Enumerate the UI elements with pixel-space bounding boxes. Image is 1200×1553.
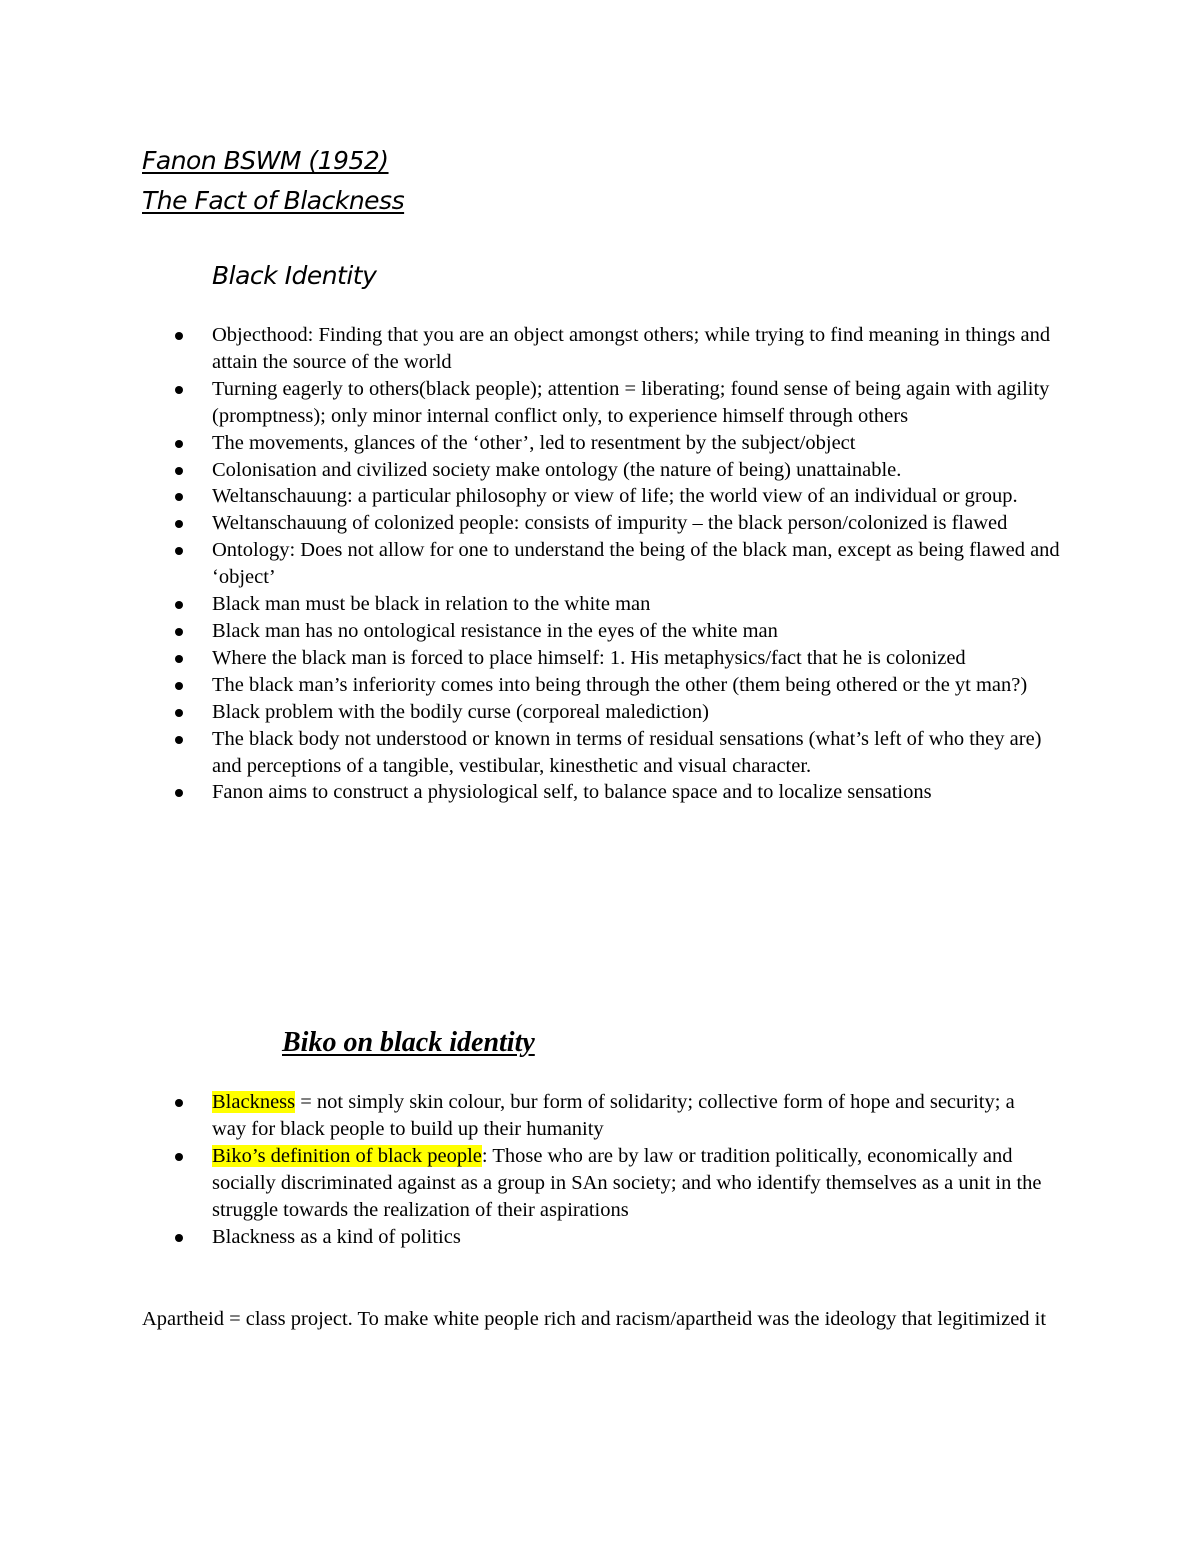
- bullet-icon: [175, 1153, 183, 1161]
- bullet-icon: [175, 467, 183, 475]
- list-item-text: [212, 1089, 1045, 1143]
- list-item: [0, 537, 1075, 591]
- list-item: [0, 457, 1075, 484]
- closing-paragraph: Apartheid = class project. To make white people rich and racism/apartheid was the ideology that legitimized it: [142, 1308, 1047, 1330]
- section-heading-biko: Biko on black identity: [282, 1027, 535, 1058]
- list-item-rest: Blackness as a kind of politics: [212, 1225, 461, 1248]
- bullet-icon: [175, 493, 183, 501]
- list-item: [0, 376, 1075, 430]
- section-heading-black-identity: Black Identity: [212, 261, 377, 290]
- list-item-text: Black man must be black in relation to the white man: [212, 593, 651, 616]
- bullet-icon: [175, 682, 183, 690]
- bullet-icon: [175, 601, 183, 609]
- bullet-icon: [175, 440, 183, 448]
- list-item-text: Fanon aims to construct a physiological self, to balance space and to localize sensations: [212, 781, 932, 804]
- highlighted-term: Blackness: [212, 1091, 296, 1113]
- list-item-text: Weltanschauung: a particular philosophy or view of life; the world view of an individual or group.: [212, 485, 1018, 508]
- list-item: [0, 510, 1075, 537]
- bullet-icon: [175, 547, 183, 555]
- list-item-text: Ontology: Does not allow for one to understand the being of the black man, except as being flawed and ‘object’: [212, 539, 1060, 589]
- list-item-text: Black man has no ontological resistance in the eyes of the white man: [212, 619, 778, 642]
- list-item-rest: : Those who are by law or tradition politically, economically and socially discriminated against as a group in SAn society; and who identify themselves as a unit in the struggle towards the realization of their aspirations: [212, 1144, 1042, 1221]
- list-item: [0, 672, 1075, 699]
- document-subtitle: The Fact of Blackness: [142, 186, 405, 215]
- list-item-text: Weltanschauung of colonized people: consists of impurity – the black person/colonized is flawed: [212, 512, 1008, 535]
- list-item: [0, 483, 1075, 510]
- list-item: [0, 430, 1075, 457]
- list-item-text: Black problem with the bodily curse (corporeal malediction): [212, 700, 709, 723]
- bullet-icon: [175, 386, 183, 394]
- list-item-text: Turning eagerly to others(black people); attention = liberating; found sense of being again with agility (promptness); only minor internal conflict only, to experience himself through others: [212, 377, 1050, 427]
- list-item: [0, 726, 1075, 780]
- list-item: [0, 1089, 1045, 1143]
- list-item-text: Where the black man is forced to place himself: 1. His metaphysics/fact that he is colonized: [212, 646, 966, 669]
- bullet-icon: [175, 1099, 183, 1107]
- list-item-text: [212, 1224, 1045, 1251]
- list-item-text: The black body not understood or known in terms of residual sensations (what’s left of who they are) and perceptions of a tangible, vestibular, kinesthetic and visual character.: [212, 727, 1042, 777]
- list-item: [0, 645, 1075, 672]
- list-item: [0, 322, 1075, 376]
- black-identity-list: [0, 322, 1075, 806]
- bullet-icon: [175, 789, 183, 797]
- biko-list: [0, 1089, 1045, 1250]
- bullet-icon: [175, 1234, 183, 1242]
- bullet-icon: [175, 655, 183, 663]
- document-title: Fanon BSWM (1952): [142, 146, 389, 175]
- list-item: [0, 1224, 1045, 1251]
- bullet-icon: [175, 628, 183, 636]
- bullet-icon: [175, 520, 183, 528]
- list-item: [0, 1143, 1045, 1224]
- list-item-rest: = not simply skin colour, bur form of solidarity; collective form of hope and security; a way for black people to build up their humanity: [212, 1091, 1015, 1140]
- bullet-icon: [175, 332, 183, 340]
- list-item: [0, 618, 1075, 645]
- list-item-text: The movements, glances of the ‘other’, led to resentment by the subject/object: [212, 431, 856, 454]
- bullet-icon: [175, 736, 183, 744]
- list-item: [0, 699, 1075, 726]
- list-item-text: Objecthood: Finding that you are an object amongst others; while trying to find meaning in things and attain the source of the world: [212, 324, 1051, 373]
- highlighted-term: Biko’s definition of black people: [212, 1144, 482, 1167]
- list-item: [0, 591, 1075, 618]
- list-item: [0, 779, 1075, 806]
- list-item-text: The black man’s inferiority comes into being through the other (them being othered or the yt man?): [212, 673, 1028, 696]
- list-item-text: Colonisation and civilized society make ontology (the nature of being) unattainable.: [212, 458, 902, 481]
- list-item-text: [212, 1143, 1045, 1224]
- bullet-icon: [175, 709, 183, 717]
